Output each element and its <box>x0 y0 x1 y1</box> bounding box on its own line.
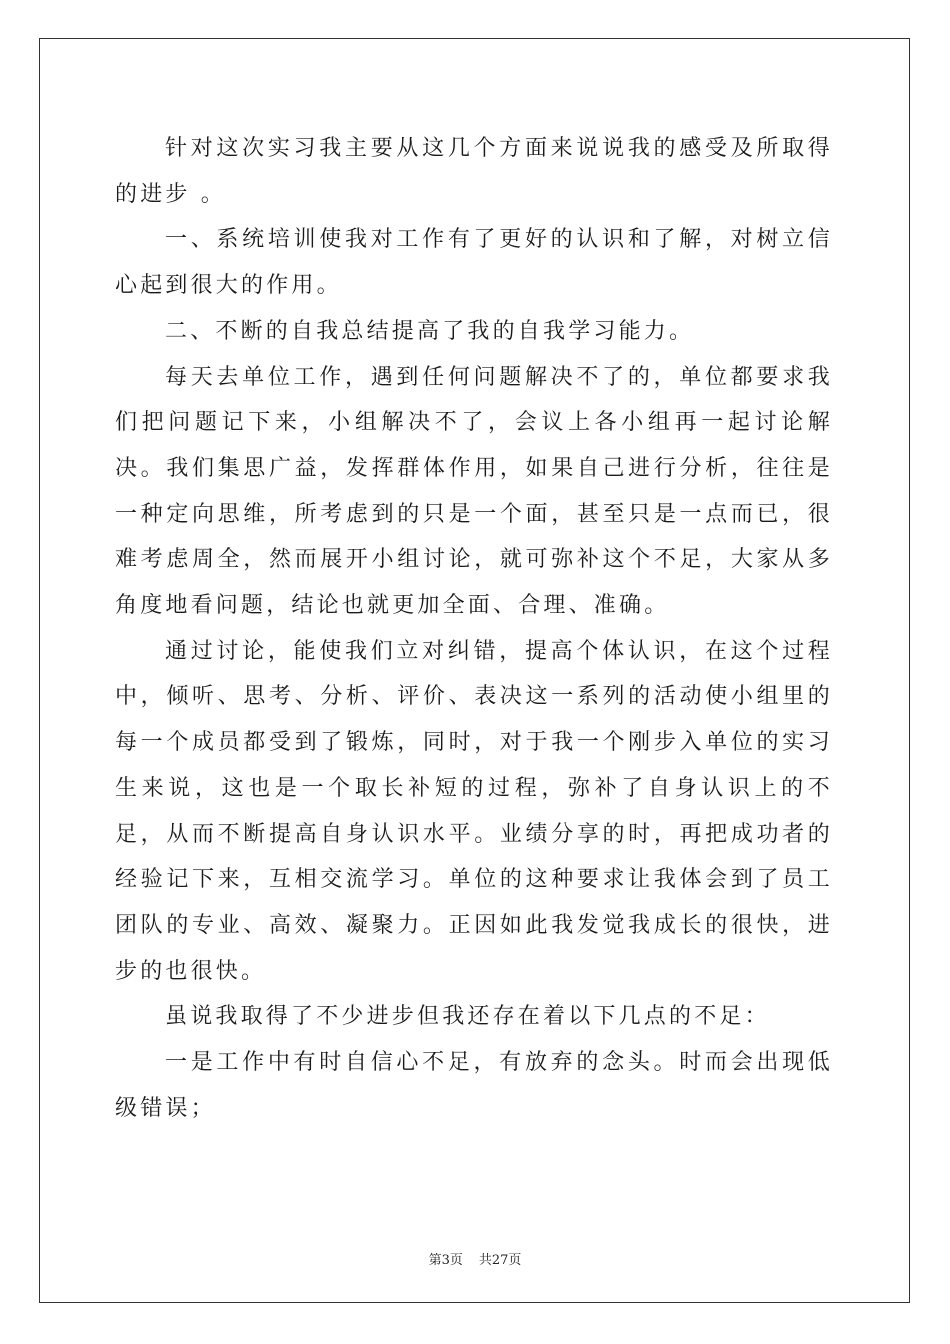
document-body <box>115 126 833 1131</box>
paragraph-shortcomings: 虽说我取得了不少进步但我还存在着以下几点的不足： <box>165 1004 770 1030</box>
paragraph-shortcoming-one: 一是工作中有时自信心不足，有放弃的念头。时而会出现低级错误； <box>115 1050 833 1121</box>
paragraph-point-two: 二、不断的自我总结提高了我的自我学习能力。 <box>165 318 695 344</box>
paragraph-daily-work: 每天去单位工作，遇到任何问题解决不了的，单位都要求我们把问题记下来，小组解决不了，会议上各小组再一起讨论解决。我们集思广益，发挥群体作用，如果自己进行分析，往往是一种定向思维，所考虑到的只是一个面，甚至只是一点而已，很难考虑周全，然而展开小组讨论，就可弥补这个不足，大家从多角度地看问题，结论也就更加全面、合理、准确。 <box>115 364 833 619</box>
paragraph-discussion: 通过讨论，能使我们立对纠错，提高个体认识，在这个过程中，倾听、思考、分析、评价、表决这一系列的活动使小组里的每一个成员都受到了锻炼，同时，对于我一个刚步入单位的实习生来说，这也是一个取长补短的过程，弥补了自身认识上的不足，从而不断提高自身认识水平。业绩分享的时，再把成功者的经验记下来，互相交流学习。单位的这种要求让我体会到了员工团队的专业、高效、凝聚力。正因如此我发觉我成长的很快，进步的也很快。 <box>115 638 833 984</box>
current-page-number: 第3页 <box>428 1253 463 1268</box>
total-page-count: 共27页 <box>478 1253 522 1268</box>
page-footer <box>0 1249 950 1268</box>
paragraph-point-one: 一、系统培训使我对工作有了更好的认识和了解，对树立信心起到很大的作用。 <box>115 227 833 299</box>
paragraph-intro: 针对这次实习我主要从这几个方面来说说我的感受及所取得的进步 。 <box>115 136 833 207</box>
